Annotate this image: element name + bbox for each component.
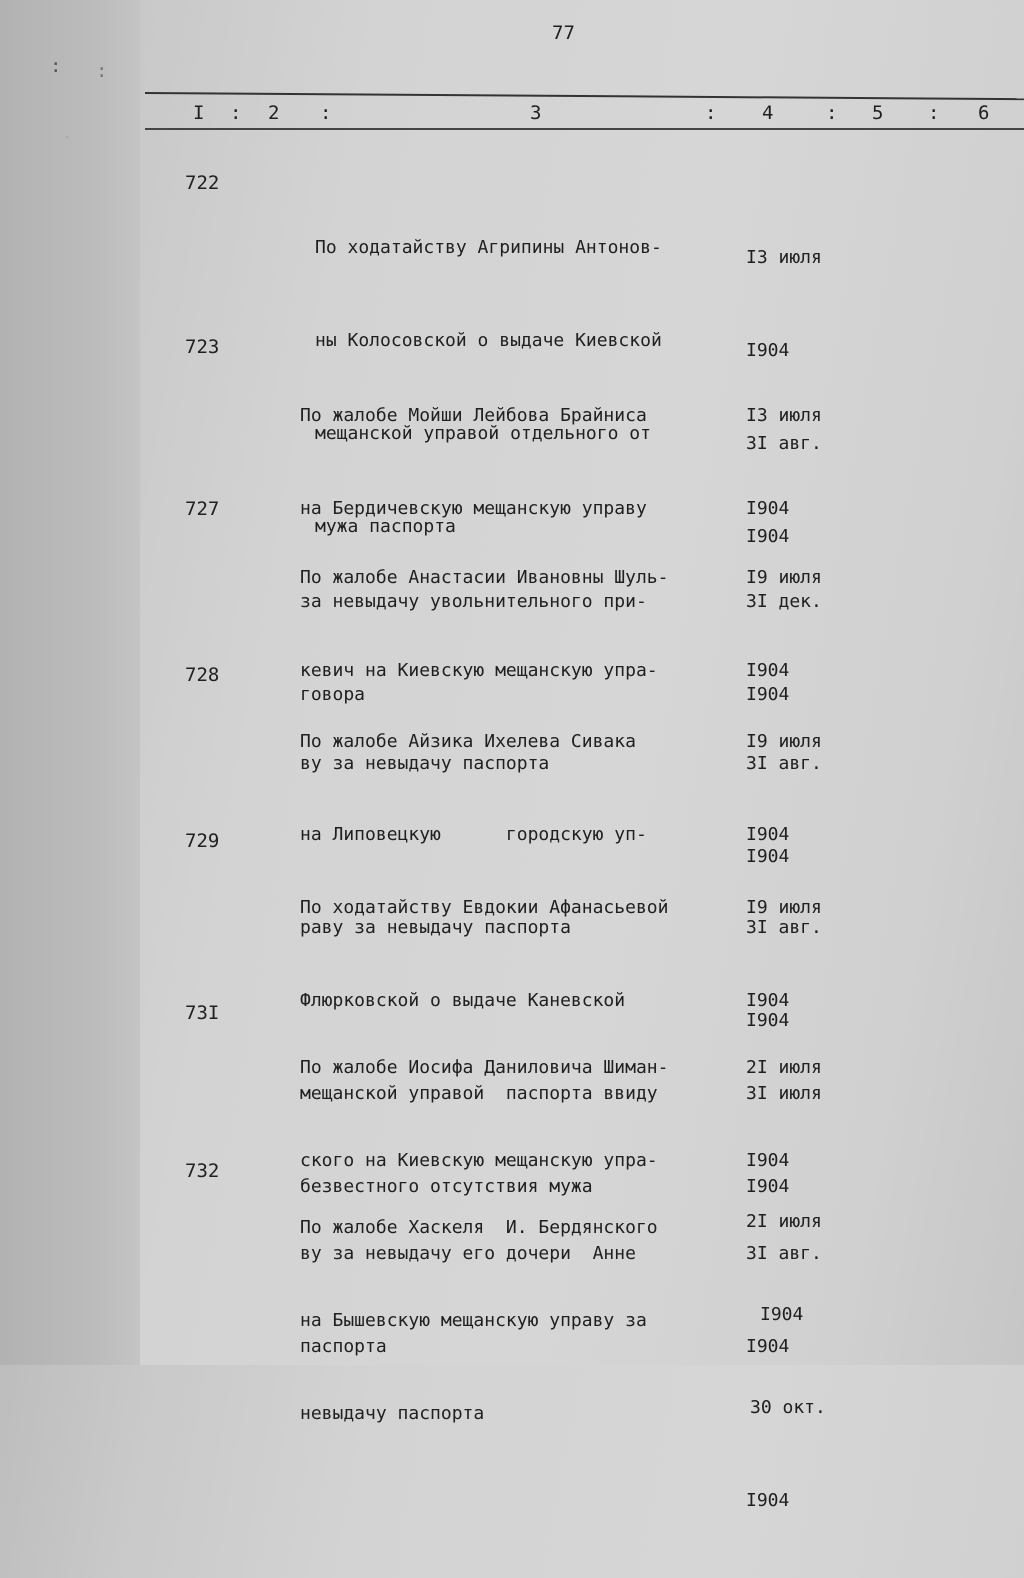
entry-dates: I9 июля I904 3I авг. I904 <box>746 731 822 1031</box>
entry-description: По жалобе Мойши Лейбова Брайниса на Бердичевскую мещанскую управу за невыдачу увольнительного при- говора <box>300 405 647 705</box>
entry-number: 73I <box>185 1002 220 1024</box>
col-header-1: I <box>193 102 205 124</box>
col-header-2: 2 <box>268 102 280 124</box>
entry-number: 722 <box>185 172 220 194</box>
header-tick-mark: : <box>96 60 108 82</box>
entry-number: 727 <box>185 498 220 520</box>
entry-description: По ходатайству Агрипины Антонов- ны Колосовской о выдаче Киевской мещанской управой отдельного от мужа паспорта <box>315 237 662 537</box>
entry-description: По жалобе Анастасии Ивановны Шуль- кевич на Киевскую мещанскую упра- ву за невыдачу паспорта <box>300 567 669 774</box>
col-header-sep: : <box>928 102 940 124</box>
entry-dates: 2I июля I904 30 окт. I904 <box>746 1211 826 1511</box>
col-header-3: 3 <box>530 102 542 124</box>
col-header-sep: : <box>705 102 717 124</box>
entry-description: По жалобе Айзика Ихелева Сивака на Липовецкую городскую уп- раву за невыдачу паспорта <box>300 731 647 938</box>
col-header-sep: : <box>320 102 332 124</box>
col-header-4: 4 <box>762 102 774 124</box>
table-header-rule <box>145 128 1024 130</box>
entry-dates: I9 июля I904 3I авг. I904 <box>746 567 822 867</box>
col-header-sep: : <box>826 102 838 124</box>
entry-description: По жалобе Иосифа Даниловича Шиман- ского на Киевскую мещанскую упра- ву за невыдачу его дочери Анне паспорта <box>300 1057 669 1357</box>
header-colon-mark: : <box>50 55 62 77</box>
entry-number: 732 <box>185 1160 220 1182</box>
col-header-5: 5 <box>872 102 884 124</box>
entry-number: 723 <box>185 336 220 358</box>
col-header-sep: : <box>230 102 242 124</box>
bleed-through-mark: · <box>62 128 73 148</box>
col-header-6: 6 <box>978 102 990 124</box>
entry-dates: 2I июля I904 3I авг. I904 <box>746 1057 822 1357</box>
page-number: 77 <box>552 22 575 44</box>
previous-page-edge <box>0 0 140 1365</box>
entry-description: По ходатайству Евдокии Афанасьевой Флюрковской о выдаче Каневской мещанской управой паспорта ввиду безвестного отсутствия мужа <box>300 897 669 1197</box>
entry-dates: I9 июля I904 3I июля I904 <box>746 897 822 1197</box>
entry-dates: I3 июля I904 3I авг. I904 <box>746 247 822 547</box>
entry-dates: I3 июля I904 3I дек. I904 <box>746 405 822 705</box>
entry-number: 728 <box>185 664 220 686</box>
table-top-rule <box>145 92 1024 100</box>
entry-description: По жалобе Хаскеля И. Бердянского на Бышевскую мещанскую управу за невыдачу паспорта <box>300 1217 658 1424</box>
entry-number: 729 <box>185 830 220 852</box>
